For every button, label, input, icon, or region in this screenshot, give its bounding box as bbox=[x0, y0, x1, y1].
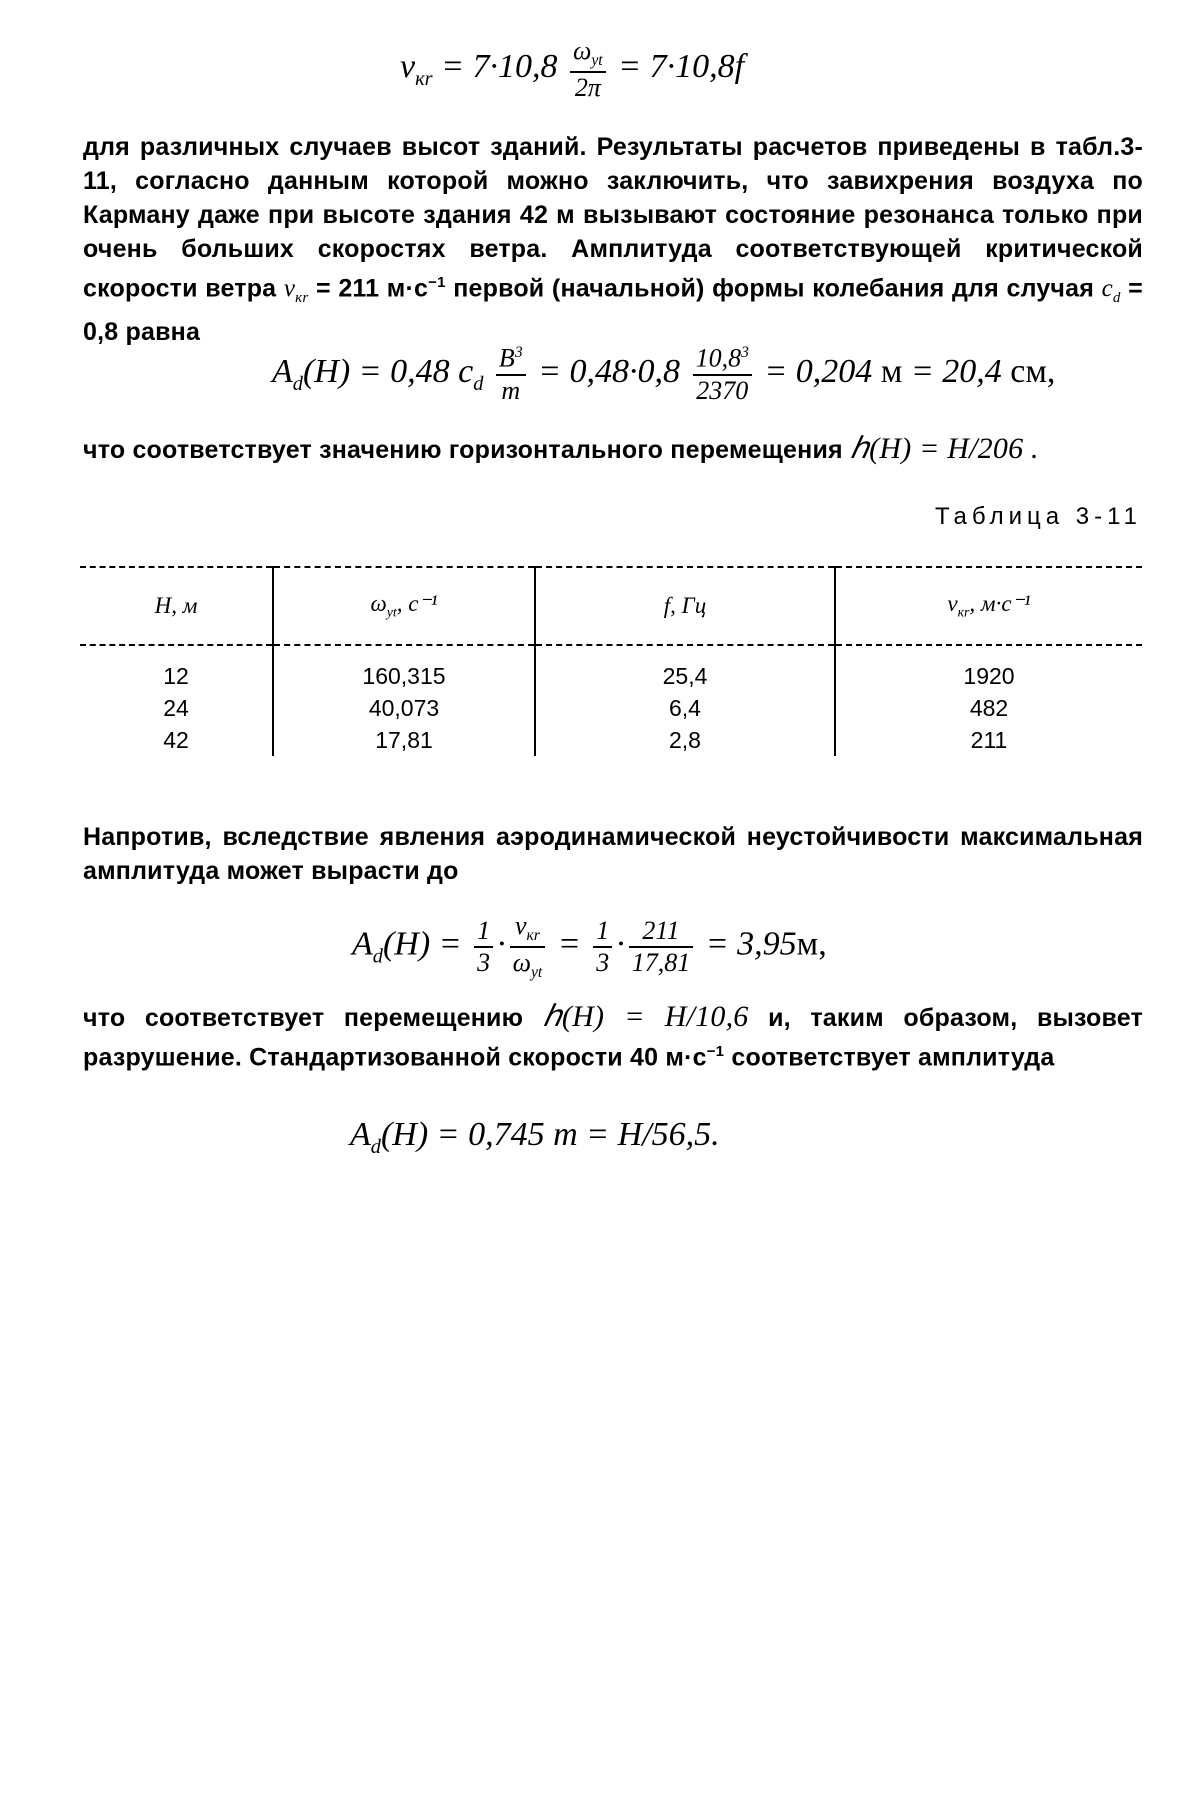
formula-text: = 3,95 bbox=[705, 925, 797, 963]
fraction bbox=[593, 915, 612, 977]
formula-symbol: A bbox=[352, 925, 373, 963]
paragraph-text: = 211 м·с bbox=[315, 274, 429, 303]
exponent: 3 bbox=[514, 344, 523, 361]
column-header bbox=[273, 567, 535, 645]
fraction-denominator: 3 bbox=[596, 947, 610, 977]
exponent: −1 bbox=[428, 274, 446, 291]
formula-symbol: ω bbox=[512, 947, 531, 977]
unit-label: м bbox=[880, 353, 903, 391]
table-caption: Таблица 3-11 bbox=[934, 503, 1142, 530]
fraction-numerator bbox=[496, 345, 526, 376]
paragraph-displacement bbox=[83, 432, 1143, 467]
formula-standard-amplitude bbox=[350, 1118, 720, 1157]
formula-symbol: v bbox=[283, 275, 296, 303]
fraction-numerator: 1 bbox=[474, 918, 493, 948]
exponent: 3 bbox=[741, 344, 749, 361]
header-subscript: кr bbox=[957, 604, 970, 620]
inline-formula bbox=[1101, 275, 1121, 307]
formula-symbol: A bbox=[350, 1116, 371, 1153]
table-cell: 482 bbox=[835, 692, 1142, 724]
paragraph-text: для различных случаев высот зданий. Результаты расчетов приведены в табл.3-11, согласно данным которой можно заключить, что завихрения воздуха по Карману даже при высоте здания 42 м вызывают состояние резонанса только при очень больших скоростях ветра. Амплитуда соответствующей критической скорости ветра bbox=[83, 133, 1143, 303]
header-symbol: ω bbox=[370, 591, 387, 617]
table-cell: 24 bbox=[163, 694, 189, 721]
fraction-denominator: 2370 bbox=[696, 375, 749, 405]
formula-subscript: d bbox=[292, 372, 303, 395]
paragraph-text: = 0,8 равна bbox=[83, 274, 1143, 347]
formula-subscript: yt bbox=[531, 963, 543, 981]
inline-formula: ℎ(H) = H/10,6 bbox=[542, 1000, 749, 1033]
table-header-row bbox=[80, 567, 1142, 645]
column-header bbox=[80, 567, 273, 645]
exponent: −1 bbox=[706, 1043, 725, 1060]
paragraph-results bbox=[83, 130, 1143, 349]
fraction-numerator bbox=[570, 38, 606, 73]
fraction bbox=[693, 345, 752, 404]
header-unit: , с⁻¹ bbox=[396, 591, 438, 617]
paragraph-text: что соответствует перемещению bbox=[83, 1004, 524, 1032]
paragraph-text: Напротив, вследствие явления аэродинамической неустойчивости максимальная амплитуда может вырасти до bbox=[83, 823, 1143, 885]
fraction-denominator: m bbox=[501, 375, 521, 405]
unit-label: м, bbox=[796, 925, 827, 963]
table-cell: 12 bbox=[163, 662, 189, 689]
header-unit: , м bbox=[171, 593, 198, 618]
formula-symbol: 10,8 bbox=[695, 343, 742, 373]
header-unit: , Гц bbox=[670, 593, 707, 618]
column-header bbox=[535, 567, 835, 645]
formula-text: = 0,204 bbox=[764, 353, 873, 391]
formula-text: (H) = bbox=[382, 925, 462, 963]
fraction-numerator bbox=[693, 345, 752, 376]
paragraph-text: соответствует амплитуда bbox=[731, 1043, 1055, 1072]
fraction-denominator: 2π bbox=[574, 72, 601, 102]
paragraph-text: и, таким образом, вызовет разрушение. Стандартизованной скорости 40 м·с bbox=[83, 1004, 1143, 1072]
formula-subscript: кr bbox=[295, 290, 309, 307]
fraction-denominator bbox=[510, 948, 546, 981]
formula-text: = 20,4 bbox=[910, 353, 1002, 391]
paragraph-destruction bbox=[83, 1000, 1143, 1074]
table-cell: 160,315 bbox=[273, 645, 535, 692]
fraction-denominator: 3 bbox=[477, 947, 491, 977]
header-symbol: v bbox=[947, 591, 958, 617]
formula-subscript: yt bbox=[591, 52, 603, 70]
formula-max-amplitude: $A_d(H)$ = $\frac{1}{3}$ · $\frac{v_{кr}}{\omega_{yt}}$ = $\frac{1}{3}$ · $\frac{211}{17,81}$ = 3,95м, bbox=[352, 911, 827, 981]
formula-subscript: кr bbox=[526, 927, 540, 945]
table-row bbox=[80, 645, 1142, 692]
formula-symbol: B bbox=[498, 343, 515, 373]
fraction bbox=[570, 38, 606, 101]
formula-text: = bbox=[557, 925, 581, 963]
fraction-numerator: 211 bbox=[629, 918, 694, 948]
fraction bbox=[496, 345, 526, 404]
formula-text: = 7·10,8 bbox=[441, 48, 558, 86]
paragraph-text: что соответствует значению горизонтального перемещения bbox=[83, 436, 843, 464]
formula-text: = 0,48·0,8 bbox=[538, 353, 681, 391]
fraction bbox=[629, 915, 694, 977]
header-unit: , м·с⁻¹ bbox=[969, 591, 1031, 617]
data-table bbox=[80, 566, 1142, 756]
table-cell: 211 bbox=[835, 724, 1142, 756]
formula-subscript: d bbox=[1112, 290, 1121, 307]
formula-symbol: A bbox=[272, 353, 293, 391]
formula-amplitude bbox=[272, 345, 1055, 404]
header-subscript: yt bbox=[386, 604, 397, 620]
table-cell: 6,4 bbox=[535, 692, 835, 724]
header-symbol: f bbox=[663, 593, 671, 618]
formula-subscript: d bbox=[473, 372, 484, 395]
formula-text: (H) = 0,745 m = H/56,5. bbox=[380, 1116, 720, 1153]
table-cell: 25,4 bbox=[535, 645, 835, 692]
paragraph-text: первой (начальной) формы колебания для случая bbox=[453, 274, 1095, 303]
header-symbol: H bbox=[154, 593, 172, 618]
inline-formula: ℎ(H) = H/206 . bbox=[849, 432, 1039, 465]
formula-symbol: c bbox=[1101, 275, 1113, 303]
inline-formula bbox=[283, 275, 309, 307]
fraction-numerator: 1 bbox=[593, 918, 612, 948]
unit-label: см, bbox=[1010, 353, 1056, 391]
table-cell: 40,073 bbox=[273, 692, 535, 724]
formula-symbol: v bbox=[514, 911, 527, 940]
formula-symbol: ω bbox=[573, 36, 592, 65]
table-cell: 17,81 bbox=[273, 724, 535, 756]
formula-subscript: d bbox=[370, 1135, 381, 1158]
table-cell: 2,8 bbox=[535, 724, 835, 756]
table-cell: 42 bbox=[163, 726, 189, 753]
formula-symbol: v bbox=[400, 48, 416, 86]
table-cell: 1920 bbox=[835, 645, 1142, 692]
formula-subscript: кr bbox=[415, 67, 433, 90]
column-header bbox=[835, 567, 1142, 645]
fraction-numerator bbox=[510, 913, 546, 948]
formula-text: (H) = 0,48 c bbox=[302, 353, 474, 391]
table-row bbox=[80, 692, 1142, 724]
fraction bbox=[474, 915, 493, 977]
formula-critical-speed bbox=[400, 38, 744, 101]
formula-text: = 7·10,8f bbox=[618, 48, 745, 86]
fraction-denominator: 17,81 bbox=[631, 947, 691, 977]
paragraph-instability bbox=[83, 820, 1143, 888]
table-row bbox=[80, 724, 1142, 756]
formula-subscript: d bbox=[372, 945, 383, 968]
fraction bbox=[510, 913, 546, 981]
